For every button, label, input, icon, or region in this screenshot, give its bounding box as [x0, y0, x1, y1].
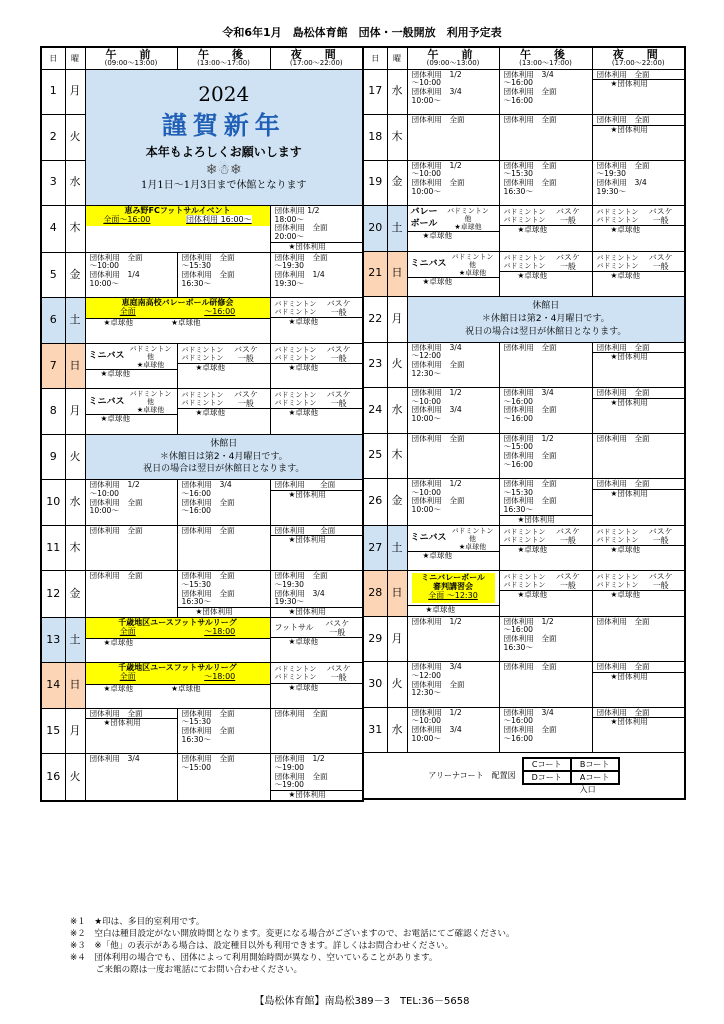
event-slot: ミニバレーボール 審判講習会 全面 ～12:30 ★卓球他 [407, 571, 499, 617]
day-number: 5 [41, 252, 65, 298]
slot-am: 団体利用 3/4 [85, 754, 177, 801]
snowflake-icon: ❄☃❄ [205, 162, 242, 179]
slot-night: バドミントン バドミントン バスケ 一般 ★卓球他 [592, 206, 685, 252]
weekday: 金 [65, 571, 85, 618]
slot-pm: 団体利用 全面 [499, 342, 592, 388]
day-number: 7 [41, 343, 65, 389]
note-line: ※３ ※「他」の表示がある場合は、設定種目以外も利用できます。詳しくはお問合わせください。 [70, 941, 454, 951]
event-slot: 恵庭南高校バレーボール研修会 全面 ～16:00 ★卓球他 ★卓球他 [85, 298, 270, 344]
event-slot: 恵み野FCフットサルイベント 全面～16:00 団体利用 16:00～ [85, 206, 270, 253]
new-year-greeting: 謹賀新年 [161, 110, 286, 140]
weekday: 土 [65, 617, 85, 663]
header-night: 夜 間 (17:00～22:00) [270, 47, 363, 69]
day-number: 3 [41, 160, 65, 206]
header-pm: 午 後 (13:00～17:00) [177, 47, 270, 69]
slot-night: 団体利用 全面 [592, 616, 685, 662]
day-number: 13 [41, 617, 65, 663]
slot-am: 団体利用 全面 [85, 525, 177, 571]
header-weekday: 曜 [387, 47, 407, 69]
address: 【島松体育館】南島松389－3 TEL:36－5658 [254, 996, 470, 1007]
slot-am: 団体利用 3/4 ～12:00 団体利用 全面 12:30～ [407, 342, 499, 388]
day-number: 14 [41, 663, 65, 709]
new-year-closed: 1月1日～1月3日まで休館となります [141, 180, 307, 192]
day-number: 16 [41, 754, 65, 801]
header-day: 日 [363, 47, 387, 69]
note-line: ご来館の際は一度お電話にてお問い合わせください。 [70, 965, 303, 975]
weekday: 日 [387, 251, 407, 297]
entrance-label: 入口 [579, 784, 596, 794]
slot-pm: 団体利用 全面 ～15:30 団体利用 全面 16:30～ ★団体利用 [177, 571, 270, 618]
slot-night: バドミントン バドミントン バスケ 一般 ★卓球他 [270, 389, 363, 435]
slot-am: 団体利用 1/2 ～10:00 団体利用 3/4 10:00～ [407, 388, 499, 434]
day-number: 6 [41, 298, 65, 344]
slot-pm: 団体利用 1/2 ～15:00 団体利用 全面 ～16:00 [499, 433, 592, 479]
day-number: 1 [41, 69, 65, 115]
slot-night: 団体利用 全面 ★団体利用 [592, 342, 685, 388]
court-label: アリーナコート 配置図 [428, 770, 516, 780]
slot-pm: バドミントン バドミントン バスケ 一般 ★卓球他 [177, 389, 270, 435]
slot-am: ミニバス バドミントン 他 ★卓球他 ★卓球他 [85, 343, 177, 389]
weekday: 火 [65, 115, 85, 161]
court-c: Cコート [523, 758, 571, 771]
slot-pm: 団体利用 全面 ～15:00 [177, 754, 270, 801]
day-number: 25 [363, 433, 387, 479]
header-day: 日 [41, 47, 65, 69]
slot-night: 団体利用 全面 ★団体利用 [592, 707, 685, 753]
slot-am: 団体利用 3/4 ～12:00 団体利用 全面 12:30～ [407, 662, 499, 708]
day-number: 15 [41, 708, 65, 754]
schedule-table-right [362, 46, 686, 800]
weekday: 火 [65, 434, 85, 480]
court-grid [522, 757, 620, 785]
weekday: 金 [387, 160, 407, 206]
day-number: 9 [41, 434, 65, 480]
day-number: 2 [41, 115, 65, 161]
slot-night: 団体利用 全面 ～19:30 団体利用 3/4 19:30～ ★団体利用 [270, 571, 363, 618]
day-number: 12 [41, 571, 65, 618]
slot-night: 団体利用 全面 ★団体利用 [592, 388, 685, 434]
weekday: 土 [387, 206, 407, 252]
event-slot: 千歳地区ユースフットサルリーグ 全面 ～18:00 ★卓球他 [85, 617, 270, 663]
slot-night: 団体利用 1/2 18:00～ 団体利用 全面 20:00～ ★団体利用 [270, 206, 363, 253]
weekday: 土 [387, 525, 407, 571]
weekday: 木 [65, 206, 85, 253]
note-line: ※１ ★印は、多目的室利用です。 [70, 917, 205, 927]
day-number: 17 [363, 69, 387, 115]
slot-pm: 団体利用 3/4 ～16:00 団体利用 全面 ～16:00 [499, 69, 592, 115]
slot-night: 団体利用 全面 ★団体利用 [592, 662, 685, 708]
slot-pm: バドミントン バドミントン バスケ 一般 ★卓球他 [499, 206, 592, 252]
new-year-year: 2024 [198, 81, 250, 106]
notes [70, 916, 515, 976]
weekday: 水 [65, 480, 85, 526]
weekday: 水 [65, 160, 85, 206]
header-pm: 午 後 (13:00～17:00) [499, 47, 592, 69]
day-number: 20 [363, 206, 387, 252]
slot-pm: 団体利用 全面 ～15:30 団体利用 全面 16:30～ [177, 252, 270, 298]
note-line: ※４ 団体利用の場合でも、団体によって利用開始時間が異なり、空いていることがあります。 [70, 953, 438, 963]
slot-pm: 団体利用 全面 [499, 662, 592, 708]
slot-pm: 団体利用 3/4 ～16:00 団体利用 全面 ～16:00 [177, 480, 270, 526]
day-number: 18 [363, 115, 387, 161]
slot-night: 団体利用 全面 ★団体利用 [270, 480, 363, 526]
slot-pm: バドミントン バドミントン バスケ 一般 ★卓球他 [499, 525, 592, 571]
slot-night: 団体利用 全面 ★団体利用 [270, 525, 363, 571]
day-number: 4 [41, 206, 65, 253]
weekday: 水 [387, 388, 407, 434]
slot-am: 団体利用 全面 ～10:00 団体利用 1/4 10:00～ [85, 252, 177, 298]
slot-night: フットサル バスケ 一般 ★卓球他 [270, 617, 363, 663]
slot-am: 団体利用 1/2 ～10:00 団体利用 3/4 10:00～ [407, 69, 499, 115]
weekday: 月 [65, 69, 85, 115]
slot-am: 団体利用 全面 [407, 433, 499, 479]
court-a: Aコート [571, 771, 619, 784]
slot-pm: バドミントン バドミントン バスケ 一般 ★卓球他 [177, 343, 270, 389]
slot-night: バドミントン バドミントン バスケ 一般 ★卓球他 [270, 343, 363, 389]
slot-night: バドミントン バドミントン バスケ 一般 ★卓球他 [592, 525, 685, 571]
header-night: 夜 間 (17:00～22:00) [592, 47, 685, 69]
weekday: 火 [387, 342, 407, 388]
weekday: 月 [387, 297, 407, 343]
day-number: 21 [363, 251, 387, 297]
slot-night: 団体利用 全面 [592, 433, 685, 479]
court-b: Bコート [571, 758, 619, 771]
slot-pm: 団体利用 全面 ～15:30 団体利用 全面 16:30～ ★団体利用 [499, 479, 592, 526]
weekday: 日 [65, 663, 85, 709]
day-number: 30 [363, 662, 387, 708]
slot-night: バドミントン バドミントン バスケ 一般 ★卓球他 [592, 251, 685, 297]
header-am: 午 前 (09:00～13:00) [85, 47, 177, 69]
day-number: 22 [363, 297, 387, 343]
weekday: 火 [65, 754, 85, 801]
slot-am: ミニバス バドミントン 他 ★卓球他 ★卓球他 [407, 251, 499, 297]
weekday: 火 [387, 662, 407, 708]
slot-night: 団体利用 1/2 ～19:00 団体利用 全面 ～19:00 ★団体利用 [270, 754, 363, 801]
day-number: 24 [363, 388, 387, 434]
note-line: ※２ 空白は種目設定がない開放時間となります。変更になる場合がございますので、お電話にてご確認ください。 [70, 929, 515, 939]
slot-am: 団体利用 全面 [85, 571, 177, 618]
day-number: 19 [363, 160, 387, 206]
page-title: 令和6年1月 島松体育館 団体・一般開放 利用予定表 [222, 26, 502, 39]
slot-am: 団体利用 全面 [407, 115, 499, 161]
day-number: 10 [41, 480, 65, 526]
slot-night: 団体利用 全面 ★団体利用 [592, 69, 685, 115]
slot-night: バドミントン バドミントン バスケ 一般 ★卓球他 [270, 663, 363, 709]
day-number: 8 [41, 389, 65, 435]
slot-night: バドミントン バドミントン バスケ 一般 ★卓球他 [270, 298, 363, 344]
day-number: 23 [363, 342, 387, 388]
slot-am: 団体利用 1/2 ～10:00 団体利用 全面 10:00～ [85, 480, 177, 526]
slot-night: 団体利用 全面 ～19:30 団体利用 1/4 19:30～ [270, 252, 363, 298]
day-number: 26 [363, 479, 387, 526]
slot-night: 団体利用 全面 ～19:30 団体利用 3/4 19:30～ [592, 160, 685, 206]
weekday: 土 [65, 298, 85, 344]
slot-am: 団体利用 全面 ★団体利用 [85, 708, 177, 754]
slot-am: 団体利用 1/2 ～10:00 団体利用 全面 10:00～ [407, 479, 499, 526]
slot-pm: バドミントン バドミントン バスケ 一般 ★卓球他 [499, 251, 592, 297]
day-number: 27 [363, 525, 387, 571]
court-diagram [363, 753, 685, 799]
header-weekday: 曜 [65, 47, 85, 69]
day-number: 31 [363, 707, 387, 753]
slot-pm: 団体利用 1/2 ～16:00 団体利用 全面 16:30～ [499, 616, 592, 662]
day-number: 29 [363, 616, 387, 662]
slot-pm: 団体利用 3/4 ～16:00 団体利用 全面 ～16:00 [499, 707, 592, 753]
slot-am: バレー ボール バドミントン 他 ★卓球他 ★卓球他 [407, 206, 499, 252]
closed-day-notice: 休館日 ＊休館日は第2・4月曜日です。 祝日の場合は翌日が休館日となります。 [407, 297, 685, 343]
weekday: 木 [65, 525, 85, 571]
slot-am: ミニバス バドミントン 他 ★卓球他 ★卓球他 [85, 389, 177, 435]
weekday: 金 [387, 479, 407, 526]
day-number: 11 [41, 525, 65, 571]
slot-am: ミニバス バドミントン 他 ★卓球他 ★卓球他 [407, 525, 499, 571]
court-d: Dコート [523, 771, 571, 784]
weekday: 水 [387, 707, 407, 753]
slot-night: 団体利用 全面 ★団体利用 [592, 479, 685, 526]
slot-pm: 団体利用 全面 ～15:30 団体利用 全面 16:30～ [499, 160, 592, 206]
new-year-message: 本年もよろしくお願いします [145, 145, 302, 160]
slot-am: 団体利用 1/2 ～10:00 団体利用 3/4 10:00～ [407, 707, 499, 753]
slot-night: 団体利用 全面 ★団体利用 [592, 115, 685, 161]
weekday: 日 [387, 571, 407, 617]
day-number: 28 [363, 571, 387, 617]
weekday: 水 [387, 69, 407, 115]
weekday: 月 [65, 389, 85, 435]
slot-am: 団体利用 1/2 [407, 616, 499, 662]
header-am: 午 前 (09:00～13:00) [407, 47, 499, 69]
weekday: 日 [65, 343, 85, 389]
weekday: 月 [387, 616, 407, 662]
new-year-notice [85, 69, 363, 206]
slot-pm: 団体利用 全面 [177, 525, 270, 571]
slot-am: 団体利用 1/2 ～10:00 団体利用 全面 10:00～ [407, 160, 499, 206]
weekday: 木 [387, 433, 407, 479]
closed-day-notice: 休館日 ＊休館日は第2・4月曜日です。 祝日の場合は翌日が休館日となります。 [85, 434, 363, 480]
weekday: 金 [65, 252, 85, 298]
slot-night: バドミントン バドミントン バスケ 一般 ★卓球他 [592, 571, 685, 617]
slot-night: 団体利用 全面 [270, 708, 363, 754]
event-slot: 千歳地区ユースフットサルリーグ 全面 ～18:00 ★卓球他 ★卓球他 [85, 663, 270, 709]
slot-pm: 団体利用 3/4 ～16:00 団体利用 全面 ～16:00 [499, 388, 592, 434]
schedule-table-left [40, 46, 364, 802]
slot-pm: 団体利用 全面 [499, 115, 592, 161]
slot-pm: 団体利用 全面 ～15:30 団体利用 全面 16:30～ [177, 708, 270, 754]
slot-pm: バドミントン バドミントン バスケ 一般 ★卓球他 [499, 571, 592, 617]
weekday: 木 [387, 115, 407, 161]
weekday: 月 [65, 708, 85, 754]
